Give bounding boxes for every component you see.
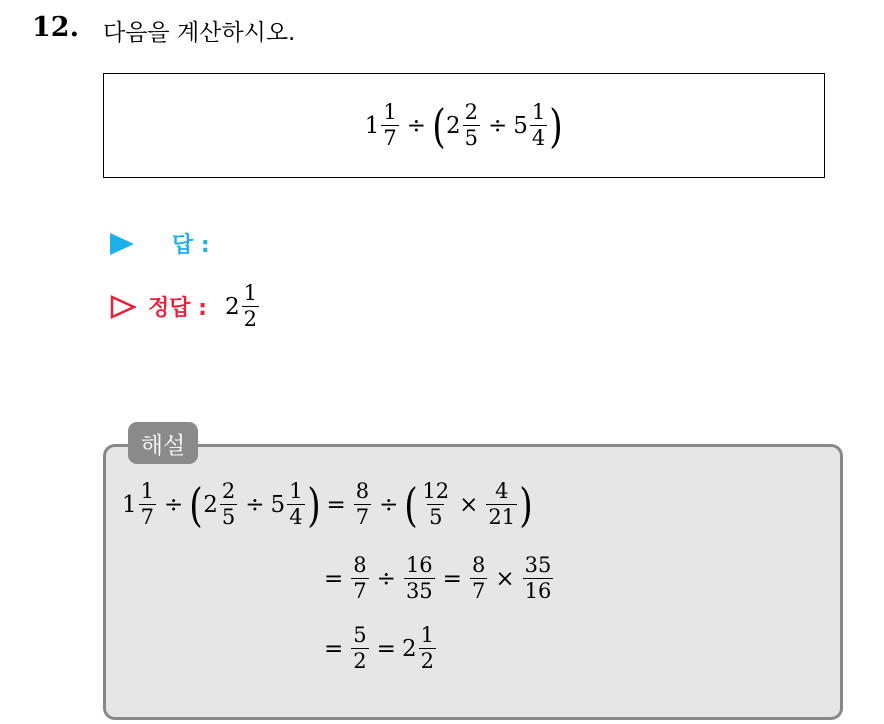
outline-triangle-icon bbox=[110, 295, 136, 319]
question-prompt: 다음을 계산하시오. bbox=[103, 20, 296, 46]
divide-sign: ÷ bbox=[406, 112, 427, 139]
solution-line-3: = $\frac{5}{2}$ = 2 $\frac{1}{2}$ bbox=[324, 623, 434, 674]
problem-expression-box bbox=[103, 73, 825, 178]
mixed-whole: 2 bbox=[445, 112, 461, 139]
correct-answer-value bbox=[225, 282, 261, 331]
correct-answer-row bbox=[110, 282, 261, 331]
fraction: $\frac{1}{7}$ bbox=[140, 479, 155, 530]
solution-tag: 해설 bbox=[128, 422, 198, 464]
question-number: 12. bbox=[32, 12, 79, 43]
fraction: $\frac{2}{5}$ bbox=[464, 99, 478, 150]
solution-line-2: = $\frac{8}{7}$ ÷ $\frac{16}{35}$ = $\frac{8}{7}$ × $\frac{35}{16}$ bbox=[324, 553, 552, 604]
fraction: $\frac{1}{4}$ bbox=[531, 99, 546, 150]
fraction: $\frac{8}{7}$ bbox=[353, 553, 367, 604]
right-paren: ) bbox=[549, 98, 564, 153]
fraction: $\frac{1}{7}$ bbox=[383, 99, 397, 150]
fraction: $\frac{8}{7}$ bbox=[471, 553, 486, 604]
fraction: $\frac{4}{21}$ bbox=[488, 479, 516, 530]
fraction: $\frac{1}{2}$ bbox=[420, 623, 434, 674]
answer-row bbox=[110, 228, 210, 259]
fraction: $\frac{1}{2}$ bbox=[243, 281, 257, 332]
problem-expression bbox=[364, 98, 564, 153]
fraction: $\frac{2}{5}$ bbox=[221, 479, 236, 530]
mixed-whole: 2 bbox=[224, 293, 240, 320]
fraction: $\frac{1}{4}$ bbox=[289, 479, 303, 530]
mixed-whole: 5 bbox=[513, 112, 528, 139]
fraction: $\frac{12}{5}$ bbox=[422, 479, 450, 530]
left-paren: ( bbox=[432, 98, 446, 153]
fraction: $\frac{5}{2}$ bbox=[353, 623, 367, 674]
fraction: $\frac{16}{35}$ bbox=[405, 553, 433, 604]
solution-line-1: 1 $\frac{1}{7}$ ÷ ( 2 $\frac{2}{5}$ ÷ 5 $\frac{1}{4}$ ) = $\frac{8}{7}$ ÷ ( $\frac{12}{5}$ × $\frac{4}{21}$ ) bbox=[122, 477, 533, 532]
fraction: $\frac{35}{16}$ bbox=[524, 553, 552, 604]
play-triangle-icon bbox=[110, 233, 134, 255]
correct-answer-label: 정답 : bbox=[148, 296, 207, 322]
mixed-whole: 1 bbox=[364, 112, 380, 139]
answer-label: 답 : bbox=[172, 233, 210, 258]
fraction: $\frac{8}{7}$ bbox=[355, 479, 370, 530]
divide-sign: ÷ bbox=[488, 112, 508, 139]
